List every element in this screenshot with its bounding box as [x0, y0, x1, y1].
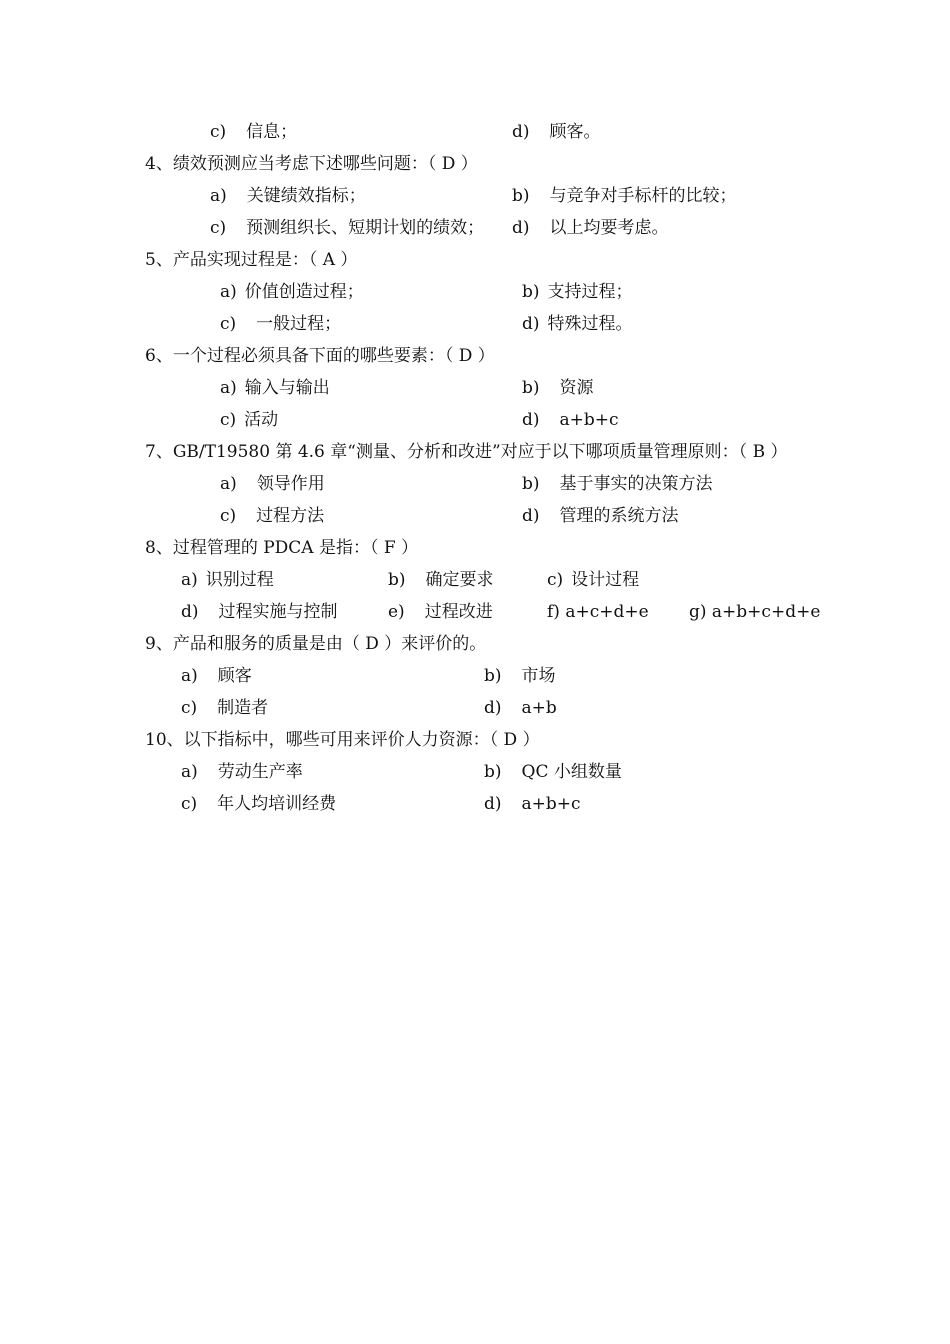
option-text: 设计过程: [571, 570, 640, 590]
option-text: a+b+c: [521, 794, 581, 814]
option-letter: c): [220, 314, 237, 334]
option-letter: d): [522, 410, 540, 430]
option-letter: c): [220, 410, 237, 430]
question-text: 8、过程管理的 PDCA 是指：（ F ）: [145, 538, 419, 558]
answer-option: [220, 312, 341, 336]
option-text: f) a+c+d+e: [547, 602, 649, 622]
answer-option: [181, 600, 338, 624]
option-letter: c): [181, 698, 198, 718]
option-text: 一般过程；: [256, 314, 342, 334]
option-text: 顾客。: [549, 122, 601, 142]
answer-option: [210, 120, 297, 144]
option-text: 活动: [244, 410, 279, 430]
option-text: 价值创造过程；: [244, 282, 364, 302]
answer-option: [181, 792, 336, 816]
answer-option: [484, 792, 581, 816]
answer-option: [181, 568, 274, 592]
answer-option: [512, 216, 669, 240]
option-letter: a): [181, 570, 198, 590]
answer-option: [388, 568, 494, 592]
option-letter: d): [522, 314, 540, 334]
answer-option: [522, 376, 594, 400]
answer-option: [484, 760, 622, 784]
option-letter: a): [220, 378, 237, 398]
option-letter: b): [522, 378, 540, 398]
option-text: 领导作用: [256, 474, 325, 494]
option-letter: d): [484, 698, 502, 718]
option-letter: a): [220, 474, 237, 494]
answer-option: [512, 120, 601, 144]
question-text: 7、GB/T19580 第 4.6 章“测量、分析和改进”对应于以下哪项质量管理原则：（ B ）: [145, 442, 788, 462]
option-text: 输入与输出: [244, 378, 330, 398]
answer-option: [547, 600, 649, 624]
answer-option: [689, 600, 820, 624]
option-letter: c): [181, 794, 198, 814]
option-text: 劳动生产率: [217, 762, 303, 782]
answer-option: [522, 472, 713, 496]
question-text: 4、绩效预测应当考虑下述哪些问题：（ D ）: [145, 154, 478, 174]
option-text: QC 小组数量: [521, 762, 622, 782]
option-letter: b): [484, 666, 502, 686]
answer-option: [210, 184, 366, 208]
option-letter: c): [210, 122, 227, 142]
option-letter: d): [181, 602, 199, 622]
option-letter: c): [210, 218, 227, 238]
option-letter: a): [181, 666, 198, 686]
answer-option: [220, 280, 364, 304]
option-text: 过程方法: [256, 506, 325, 526]
option-text: 支持过程；: [547, 282, 633, 302]
answer-option: [484, 696, 557, 720]
option-letter: b): [512, 186, 530, 206]
option-letter: d): [512, 122, 530, 142]
option-text: 顾客: [217, 666, 252, 686]
option-text: 预测组织长、短期计划的绩效；: [246, 218, 485, 238]
option-text: 以上均要考虑。: [549, 218, 669, 238]
option-text: a+b: [521, 698, 557, 718]
option-letter: d): [522, 506, 540, 526]
question-text: 9、产品和服务的质量是由（ D ）来评价的。: [145, 634, 487, 654]
option-letter: d): [512, 218, 530, 238]
answer-option: [220, 408, 278, 432]
answer-option: [522, 408, 619, 432]
answer-option: [522, 312, 633, 336]
option-letter: b): [522, 474, 540, 494]
option-letter: e): [388, 602, 405, 622]
option-letter: b): [522, 282, 540, 302]
option-text: 过程改进: [424, 602, 493, 622]
answer-option: [512, 184, 737, 208]
answer-option: [220, 376, 330, 400]
answer-option: [210, 216, 484, 240]
option-text: 资源: [559, 378, 594, 398]
option-text: a+b+c: [559, 410, 619, 430]
option-letter: d): [484, 794, 502, 814]
answer-option: [522, 504, 679, 528]
answer-option: [181, 696, 268, 720]
answer-option: [547, 568, 639, 592]
answer-option: [220, 504, 324, 528]
option-text: 特殊过程。: [547, 314, 633, 334]
option-letter: b): [484, 762, 502, 782]
answer-option: [220, 472, 325, 496]
option-text: 识别过程: [205, 570, 274, 590]
option-letter: a): [210, 186, 227, 206]
answer-option: [181, 760, 303, 784]
option-text: g) a+b+c+d+e: [689, 602, 821, 622]
answer-option: [388, 600, 493, 624]
option-text: 市场: [521, 666, 556, 686]
option-letter: a): [181, 762, 198, 782]
question-text: 6、一个过程必须具备下面的哪些要素：（ D ）: [145, 346, 495, 366]
question-text: 10、以下指标中，哪些可用来评价人力资源：（ D ）: [145, 730, 540, 750]
option-text: 关键绩效指标；: [246, 186, 366, 206]
option-text: 年人均培训经费: [217, 794, 337, 814]
option-text: 管理的系统方法: [559, 506, 679, 526]
question-text: 5、产品实现过程是：（ A ）: [145, 250, 358, 270]
option-text: 确定要求: [425, 570, 494, 590]
option-letter: c): [220, 506, 237, 526]
option-text: 与竞争对手标杆的比较；: [549, 186, 737, 206]
answer-option: [522, 280, 633, 304]
option-letter: a): [220, 282, 237, 302]
option-letter: b): [388, 570, 406, 590]
option-text: 信息；: [246, 122, 298, 142]
option-text: 过程实施与控制: [218, 602, 338, 622]
option-text: 基于事实的决策方法: [559, 474, 713, 494]
option-letter: c): [547, 570, 564, 590]
option-text: 制造者: [217, 698, 269, 718]
answer-option: [484, 664, 556, 688]
answer-option: [181, 664, 252, 688]
